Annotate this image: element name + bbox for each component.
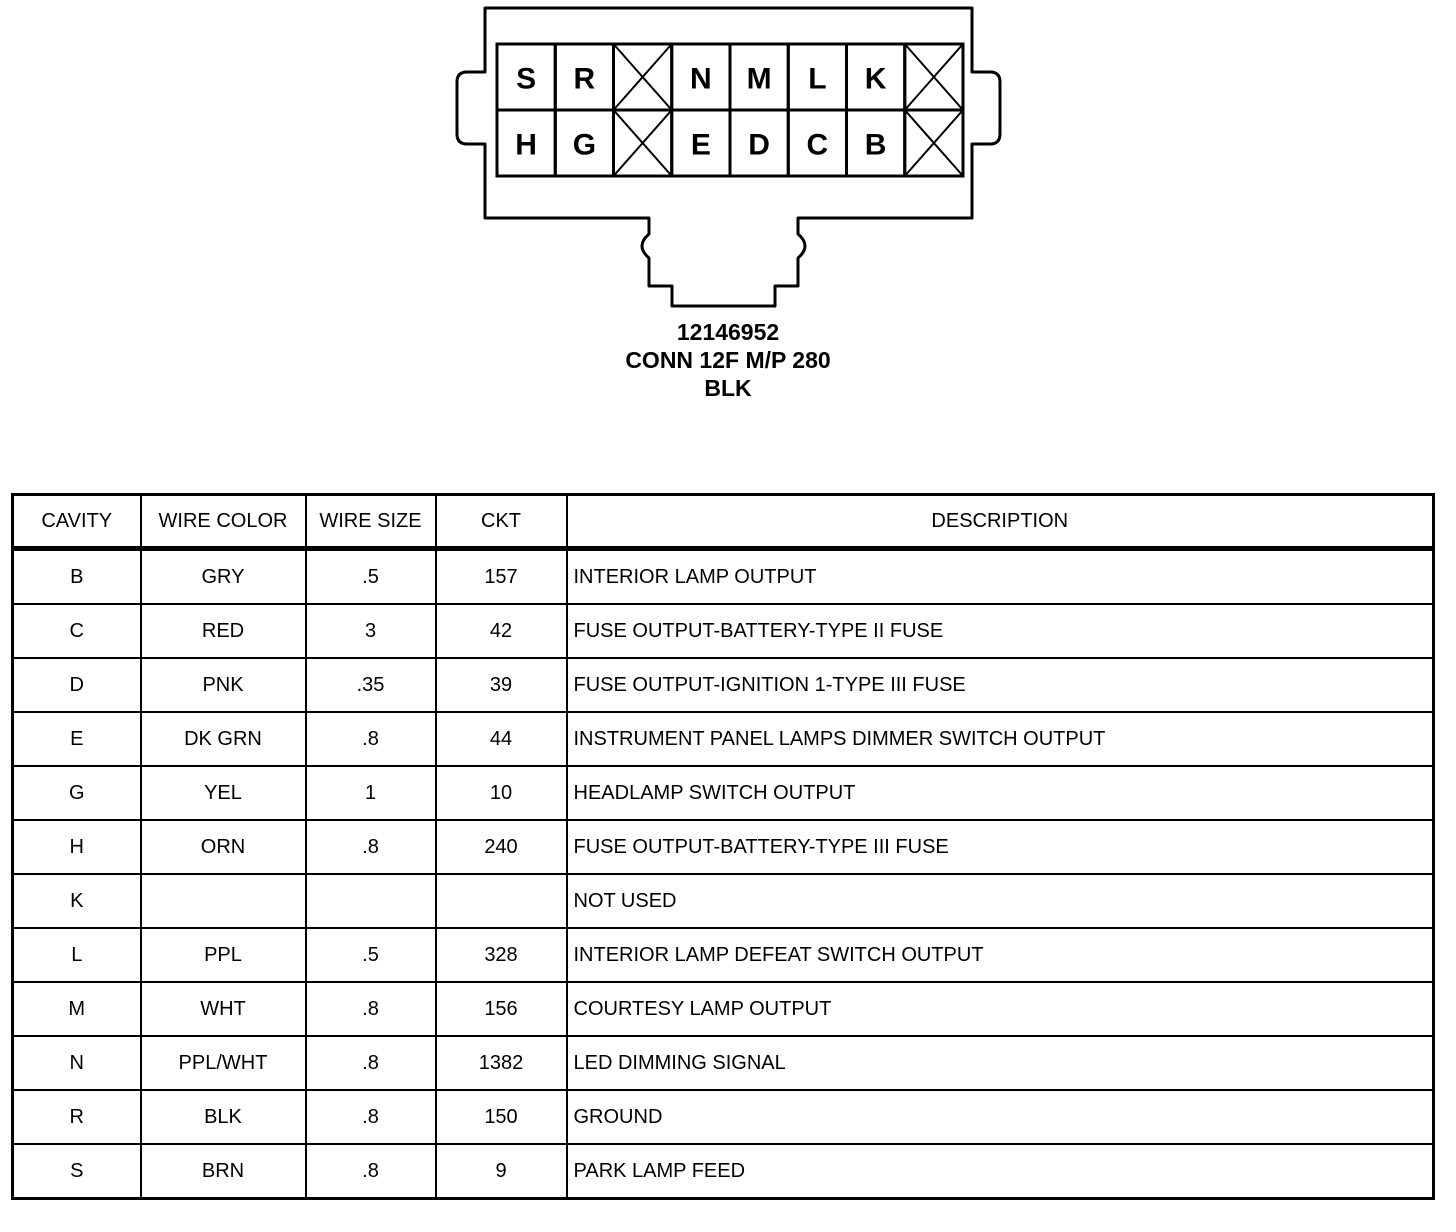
table-row [13, 712, 1434, 766]
cavity-label: R [573, 62, 596, 96]
header-ckt: CKT [436, 495, 567, 549]
cavity-grid [497, 44, 963, 176]
table-header-row [13, 495, 1434, 549]
cell-cavity: D [13, 658, 141, 712]
table-row [13, 820, 1434, 874]
header-wire-size: WIRE SIZE [306, 495, 436, 549]
cell-wire-color: BRN [141, 1144, 306, 1199]
connector-part-number: 12146952 [676, 319, 780, 345]
cavity-label: B [864, 128, 887, 162]
cell-description: FUSE OUTPUT-BATTERY-TYPE III FUSE [567, 820, 1434, 874]
cell-wire-size: 3 [306, 604, 436, 658]
cell-description: FUSE OUTPUT-IGNITION 1-TYPE III FUSE [567, 658, 1434, 712]
cavity-label: K [864, 62, 887, 96]
cell-wire-color: WHT [141, 982, 306, 1036]
cell-wire-size: .5 [306, 928, 436, 982]
cavity-label: G [572, 128, 597, 162]
cell-description: INTERIOR LAMP OUTPUT [567, 549, 1434, 605]
cell-cavity: M [13, 982, 141, 1036]
cell-description: COURTESY LAMP OUTPUT [567, 982, 1434, 1036]
cell-wire-color [141, 874, 306, 928]
cell-description: FUSE OUTPUT-BATTERY-TYPE II FUSE [567, 604, 1434, 658]
cell-wire-size: .5 [306, 549, 436, 605]
connector-name: CONN 12F M/P 280 [625, 347, 831, 373]
cell-cavity: G [13, 766, 141, 820]
connector-color: BLK [704, 375, 752, 401]
cavity-label: S [516, 62, 537, 96]
cell-wire-size: .35 [306, 658, 436, 712]
table-row [13, 1144, 1434, 1199]
cell-wire-color: BLK [141, 1090, 306, 1144]
header-description: DESCRIPTION [567, 495, 1434, 549]
cell-wire-color: GRY [141, 549, 306, 605]
connector-caption [528, 318, 928, 402]
cavity-label: M [746, 62, 772, 96]
cavity-label: H [515, 128, 537, 162]
cell-cavity: N [13, 1036, 141, 1090]
cell-wire-size: .8 [306, 1090, 436, 1144]
table-row [13, 658, 1434, 712]
cell-wire-size: .8 [306, 820, 436, 874]
cell-description: PARK LAMP FEED [567, 1144, 1434, 1199]
table-row [13, 874, 1434, 928]
connector-diagram [0, 0, 1456, 330]
cell-cavity: R [13, 1090, 141, 1144]
cell-ckt: 240 [436, 820, 567, 874]
cell-ckt [436, 874, 567, 928]
pinout-table [11, 493, 1435, 1200]
cell-ckt: 39 [436, 658, 567, 712]
cell-wire-color: PNK [141, 658, 306, 712]
cell-cavity: S [13, 1144, 141, 1199]
table-row [13, 549, 1434, 605]
cavity-label: L [808, 62, 827, 96]
cell-wire-color: DK GRN [141, 712, 306, 766]
pinout-body [13, 549, 1434, 1199]
cell-cavity: C [13, 604, 141, 658]
cell-wire-color: RED [141, 604, 306, 658]
cell-ckt: 10 [436, 766, 567, 820]
cell-wire-color: PPL/WHT [141, 1036, 306, 1090]
cell-wire-size: .8 [306, 712, 436, 766]
cell-ckt: 1382 [436, 1036, 567, 1090]
cell-wire-size: .8 [306, 982, 436, 1036]
cell-wire-size: .8 [306, 1144, 436, 1199]
cell-description: GROUND [567, 1090, 1434, 1144]
table-row [13, 1036, 1434, 1090]
cell-ckt: 157 [436, 549, 567, 605]
cavity-label: D [748, 128, 770, 162]
cell-description: HEADLAMP SWITCH OUTPUT [567, 766, 1434, 820]
cell-ckt: 44 [436, 712, 567, 766]
table-row [13, 1090, 1434, 1144]
table-row [13, 928, 1434, 982]
cell-ckt: 9 [436, 1144, 567, 1199]
table-row [13, 604, 1434, 658]
cell-wire-color: ORN [141, 820, 306, 874]
cell-ckt: 156 [436, 982, 567, 1036]
cell-description: INTERIOR LAMP DEFEAT SWITCH OUTPUT [567, 928, 1434, 982]
cell-cavity: H [13, 820, 141, 874]
cell-ckt: 42 [436, 604, 567, 658]
cell-wire-size: .8 [306, 1036, 436, 1090]
table-row [13, 766, 1434, 820]
cavity-label: E [690, 128, 711, 162]
cell-cavity: L [13, 928, 141, 982]
cell-ckt: 150 [436, 1090, 567, 1144]
header-wire-color: WIRE COLOR [141, 495, 306, 549]
cell-wire-size: 1 [306, 766, 436, 820]
cell-cavity: B [13, 549, 141, 605]
cell-cavity: K [13, 874, 141, 928]
cavity-label: N [690, 62, 712, 96]
cell-ckt: 328 [436, 928, 567, 982]
cell-wire-size [306, 874, 436, 928]
header-cavity: CAVITY [13, 495, 141, 549]
cell-cavity: E [13, 712, 141, 766]
cell-wire-color: YEL [141, 766, 306, 820]
cell-wire-color: PPL [141, 928, 306, 982]
cavity-label: C [806, 128, 829, 162]
cell-description: INSTRUMENT PANEL LAMPS DIMMER SWITCH OUTPUT [567, 712, 1434, 766]
table-row [13, 982, 1434, 1036]
cell-description: NOT USED [567, 874, 1434, 928]
cell-description: LED DIMMING SIGNAL [567, 1036, 1434, 1090]
